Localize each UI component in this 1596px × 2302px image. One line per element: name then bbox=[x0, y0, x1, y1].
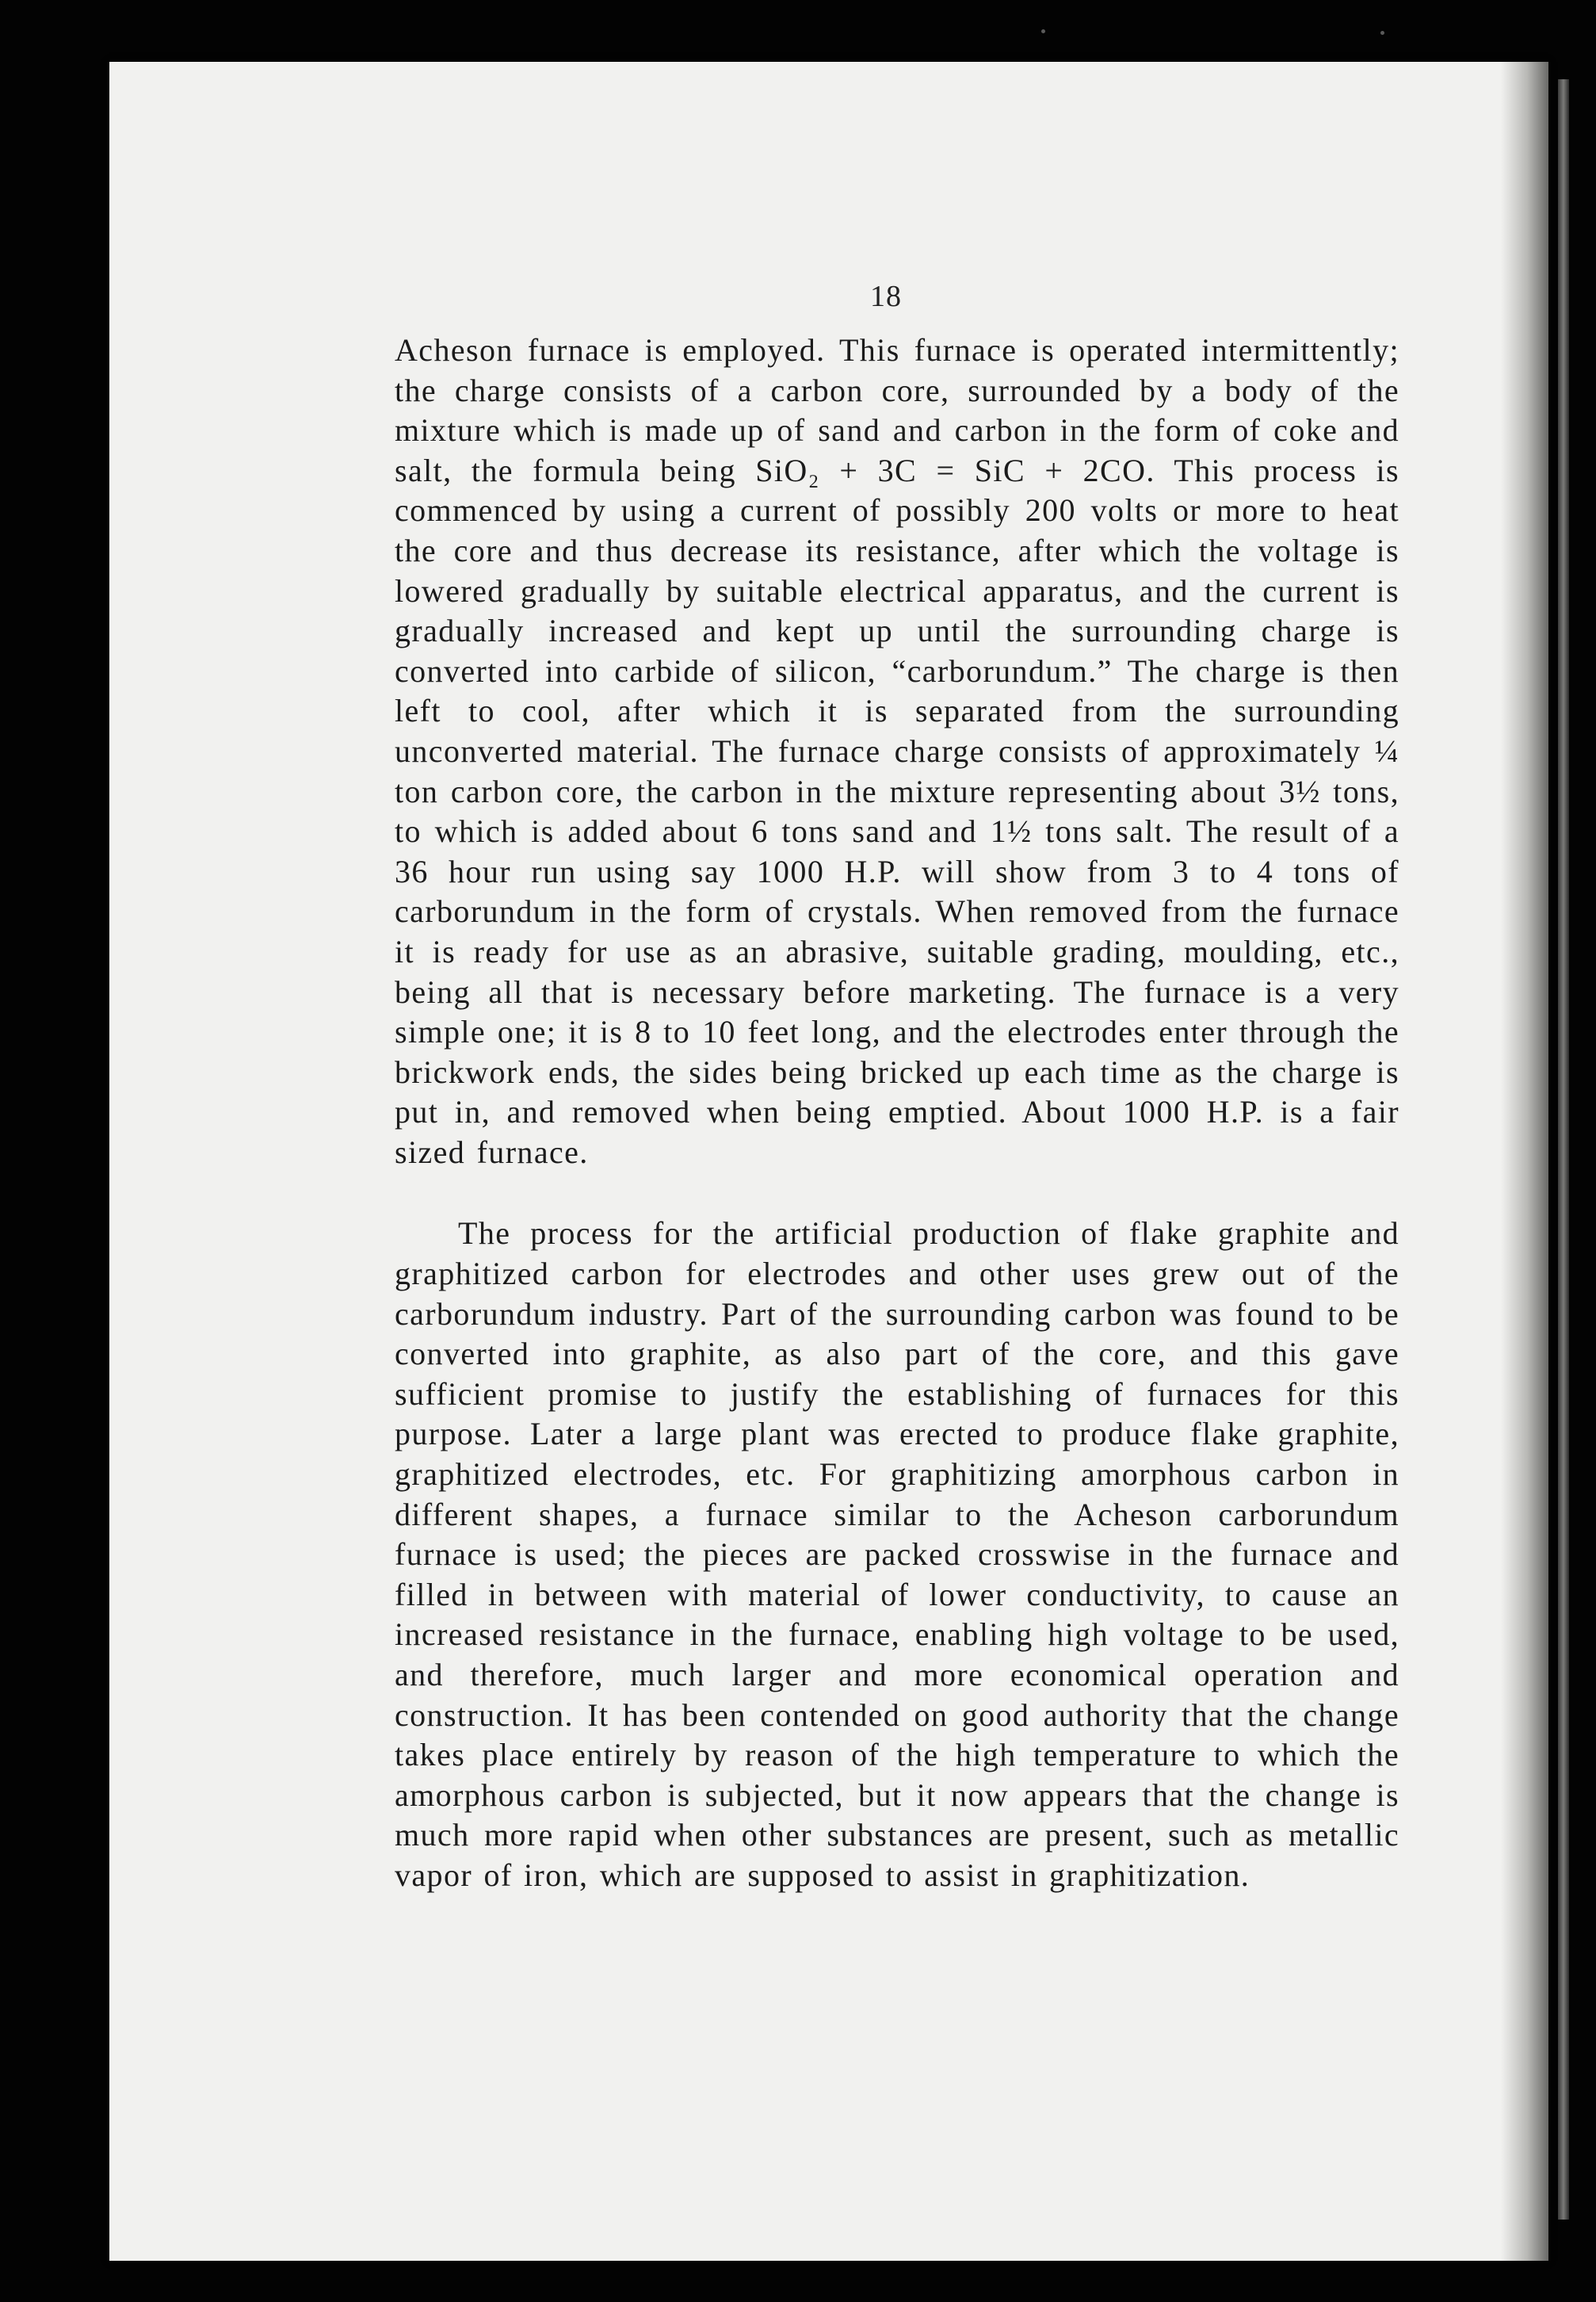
binding-edge bbox=[1558, 79, 1569, 2220]
dust-speck bbox=[1380, 31, 1384, 35]
dust-speck bbox=[1041, 29, 1045, 33]
paragraph-graphite-process: The process for the artificial production of flake graphite and graphitized carbon for electrodes and other uses grew out of the carborundum industry. Part of the surrounding carbon was found to be converted into graphite, as also part of the core, and this gave sufficient promise to justify the establishing of furnaces for this purpose. Later a large plant was erected to produce flake graphite, graphitized electrodes, etc. For graphitizing amorphous carbon in different shapes, a furnace similar to the Acheson carborundum furnace is used; the pieces are packed crosswise in the furnace and filled in between with material of lower conductivity, to cause an increased resistance in the furnace, enabling high voltage to be used, and therefore, much larger and more economical operation and construction. It has been contended on good authority that the change takes place entirely by reason of the high temperature to which the amorphous carbon is subjected, but it now appears that the change is much more rapid when other substances are present, such as metallic vapor of iron, which are supposed to assist in graphitization. bbox=[395, 1215, 1399, 1893]
paragraph-acheson-furnace: Acheson furnace is employed. This furnace is operated intermittently; the charge consists of a carbon core, surrounded by a body of the mixture which is made up of sand and carbon in the form of coke and salt, the formula being SiO₂ + 3C = SiC + 2CO. This process is commenced by using a current of possibly 200 volts or more to heat the core and thus decrease its resistance, after which the voltage is lowered gradually by suitable electrical apparatus, and the current is gradually increased and kept up until the surrounding charge is converted into carbide of silicon, “carborundum.” The charge is then left to cool, after which it is separated from the surrounding unconverted material. The furnace charge consists of approximately ¼ ton carbon core, the carbon in the mixture representing about 3½ tons, to which is added about 6 tons sand and 1½ tons salt. The result of a 36 hour run using say 1000 H.P. will show from 3 to 4 tons of carborundum in the form of crystals. When removed from the furnace it is ready for use as an abrasive, suitable grading, moulding, etc., being all that is necessary before marketing. The furnace is a very simple one; it is 8 to 10 feet long, and the electrodes enter through the brickwork ends, the sides being bricked up each time as the charge is put in, and removed when being emptied. About 1000 H.P. is a fair sized furnace. bbox=[395, 332, 1399, 1170]
page-edge-shadow bbox=[1501, 62, 1548, 2261]
body-text bbox=[395, 331, 1399, 1896]
page-number: 18 bbox=[870, 280, 902, 313]
